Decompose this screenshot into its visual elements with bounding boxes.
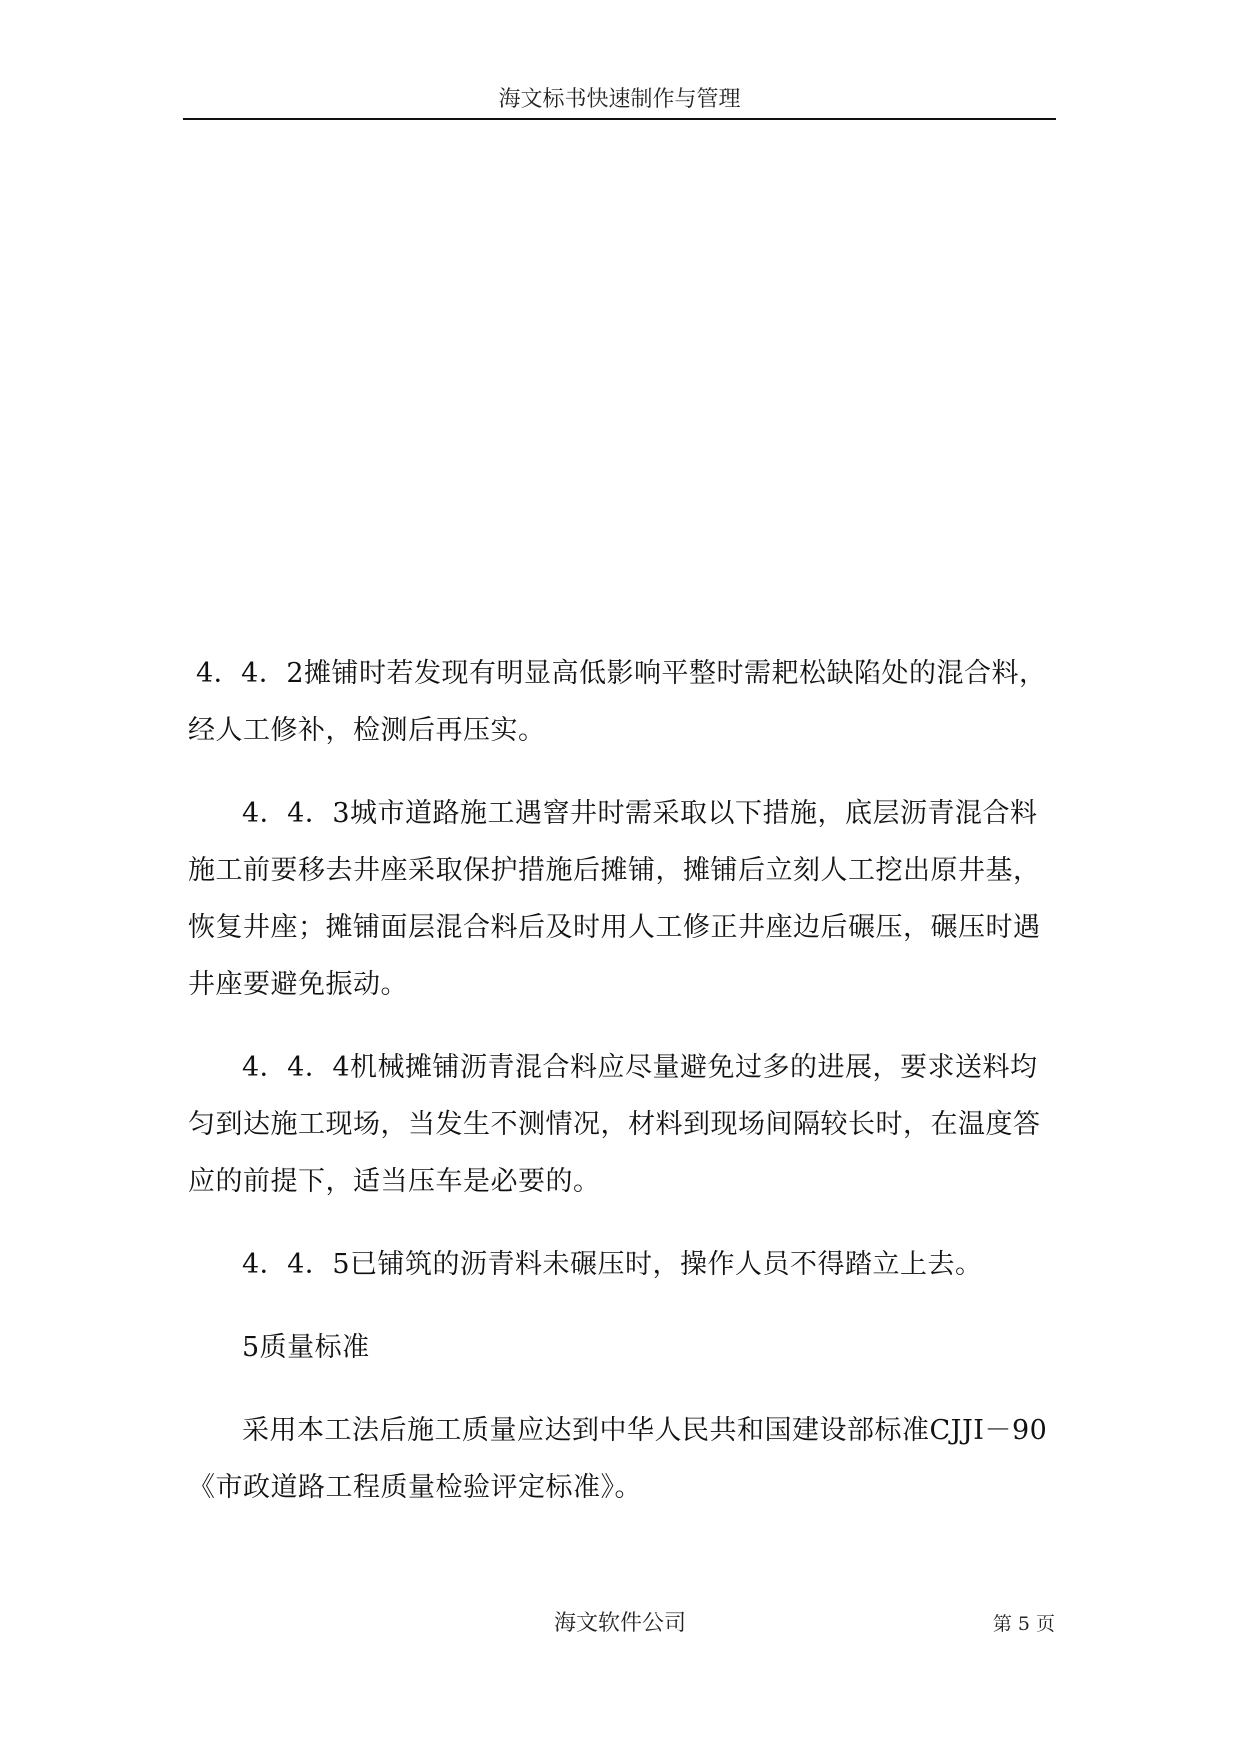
footer-page-number: 第 5 页	[992, 1613, 1055, 1635]
footer-company: 海文软件公司	[553, 1611, 686, 1636]
page-header-title: 海文标书快速制作与管理	[498, 87, 741, 112]
paragraph-4-4-5: 4．4．5已铺筑的沥青料未碾压时，操作人员不得踏立上去。	[242, 1249, 983, 1280]
paragraph-4-4-2: 4．4．2摊铺时若发现有明显高低影响平整时需耙松缺陷处的混合料，经人工修补，检测后再压实。	[188, 658, 1047, 746]
paragraph-4-4-3: 4．4．3城市道路施工遇窨井时需采取以下措施，底层沥青混合料施工前要移去井座采取保护措施后摊铺，摊铺后立刻人工挖出原井基，恢复井座；摊铺面层混合料后及时用人工修正井座边后碾压，碾压时遇井座要避免振动。	[188, 798, 1041, 1000]
section-heading-quality-standard: 5质量标准	[242, 1332, 370, 1363]
header-divider	[183, 118, 1056, 120]
paragraph-4-4-4: 4．4．4机械摊铺沥青混合料应尽量避免过多的进展，要求送料均匀到达施工现场，当发生不测情况，材料到现场间隔较长时，在温度答应的前提下，适当压车是必要的。	[188, 1052, 1041, 1197]
paragraph-quality-standard: 采用本工法后施工质量应达到中华人民共和国建设部标准CJJI－90《市政道路工程质量检验评定标准》。	[188, 1415, 1048, 1503]
document-body	[188, 645, 1060, 1542]
